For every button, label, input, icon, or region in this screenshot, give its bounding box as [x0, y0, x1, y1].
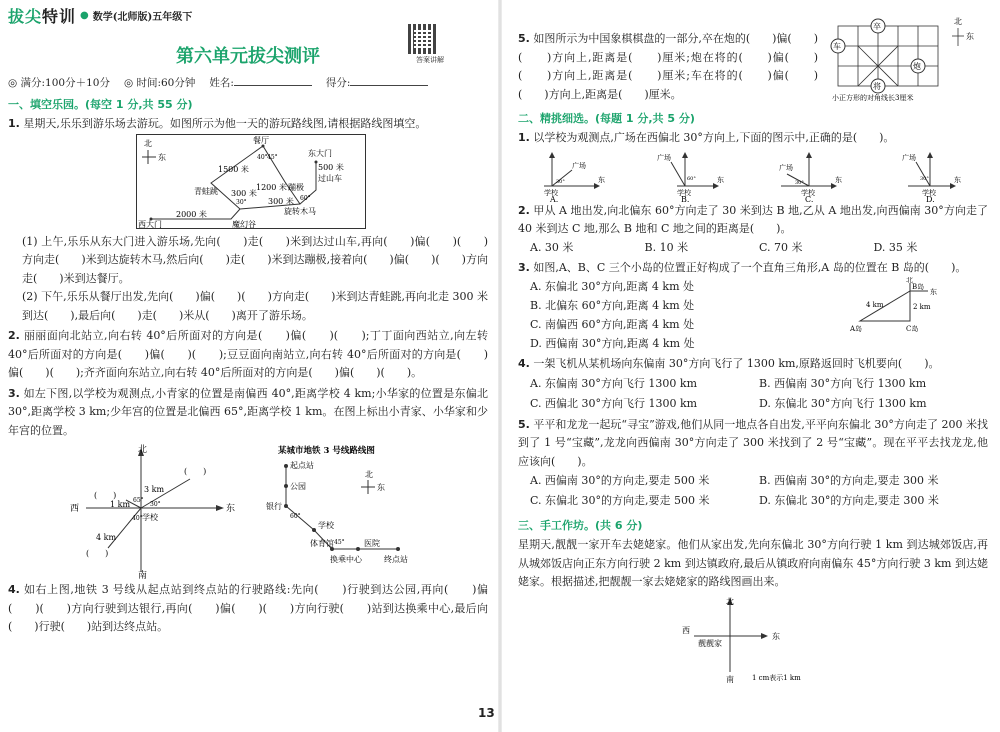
metro-map: [264, 444, 454, 579]
svg-text:30°: 30°: [919, 175, 929, 182]
svg-text:D.: D.: [925, 194, 935, 202]
svg-text:广场: 广场: [572, 161, 586, 170]
svg-text:东: 东: [226, 504, 236, 514]
svg-text:靓靓家: 靓靓家: [698, 638, 722, 648]
svg-text:A岛: A岛: [850, 325, 863, 333]
mc5-option-a[interactable]: A. 西偏南 30°的方向走,要走 500 米: [530, 474, 710, 487]
svg-text:北: 北: [954, 17, 962, 26]
svg-text:某城市地铁 3 号线路线图: 某城市地铁 3 号线路线图: [278, 446, 375, 456]
svg-text:东: 东: [953, 175, 961, 184]
svg-text:卒: 卒: [873, 22, 881, 31]
angle-60: 60°: [300, 194, 311, 202]
guoshanche-label: 过山车: [318, 173, 342, 183]
q3-figures: [8, 444, 488, 579]
svg-text:南: 南: [138, 571, 148, 579]
svg-text:北: 北: [726, 596, 734, 606]
mc2-option-c[interactable]: C. 70 米: [759, 240, 803, 254]
svg-text:终点站: 终点站: [384, 555, 408, 564]
mc4-options: [518, 374, 988, 414]
question-5: 5. 如图所示为中国象棋棋盘的一部分,卒在炮的( )偏( )( )方向上,距离是( )厘米;炮在将的( )偏( )( )方向上,距离是( )厘米;车在将的( )偏( )( )方向上,距离是( )厘米。: [518, 32, 819, 101]
svg-text:东: 东: [598, 175, 605, 184]
svg-text:广场: 广场: [901, 153, 916, 162]
mc4-option-c[interactable]: C. 西偏北 30°方向飞行 1300 km: [530, 396, 698, 410]
mc1-option-a[interactable]: [538, 150, 608, 202]
mc-question-3: 3. 如图,A、B、C 三个小岛的位置正好构成了一个直角三角形,A 岛的位置在 B 岛的( )。: [518, 260, 967, 274]
page-number: 13: [478, 706, 495, 720]
svg-text:西: 西: [70, 504, 80, 514]
series-label: 数学(北师版)五年级下: [92, 11, 193, 23]
park-route-map: [136, 134, 366, 229]
score-field[interactable]: 得分:: [326, 75, 429, 90]
mc3-option-a[interactable]: A. 东偏北 30°方向,距离 4 km 处: [530, 280, 695, 293]
svg-text:3 km: 3 km: [144, 485, 165, 494]
svg-text:东: 东: [930, 288, 937, 296]
svg-text:起点站: 起点站: [290, 461, 314, 470]
svg-text:学校: 学校: [544, 188, 558, 197]
svg-text:东: 东: [772, 631, 780, 641]
qingwatiao-label: 青蛙跳: [194, 186, 218, 196]
mc3-block: [518, 277, 988, 353]
mc4-option-a[interactable]: A. 东偏南 30°方向飞行 1300 km: [530, 376, 698, 390]
chess-board: [822, 12, 982, 102]
route-drawing-grid[interactable]: [680, 596, 840, 684]
svg-text:C.: C.: [805, 194, 814, 202]
distance-300b: 300 米: [268, 196, 294, 206]
mc5-option-c[interactable]: C. 东偏北 30°的方向走,要走 500 米: [530, 494, 710, 507]
angle-30: 30°: [236, 198, 247, 206]
angle-40: 40°: [257, 153, 268, 161]
qr-label: 答案讲解: [416, 56, 444, 64]
canting-label: 餐厅: [253, 135, 269, 145]
qr-code-icon[interactable]: [408, 24, 438, 54]
dongdamen-label: 东大门: [308, 148, 332, 158]
question-1: 1. 星期天,乐乐到游乐场去游玩。如图所示为他一天的游玩路线图,请根据路线图填空。: [8, 117, 427, 130]
mohuangu-label: 魔幻谷: [232, 219, 256, 229]
section-1-heading: 一、填空乐园。(每空 1 分,共 55 分): [8, 98, 193, 111]
metro-station: [284, 484, 288, 488]
svg-text:东: 东: [835, 175, 843, 184]
xidamen-label: 西大门: [138, 219, 162, 229]
unit-title: 第六单元拔尖测评: [176, 46, 320, 67]
svg-text:1 km: 1 km: [110, 500, 131, 509]
mc5-option-d[interactable]: D. 东偏北 30°的方向走,要走 300 米: [759, 494, 939, 507]
svg-text:30°: 30°: [795, 179, 805, 186]
exam-info: [8, 72, 488, 90]
svg-text:银行: 银行: [266, 502, 282, 511]
svg-text:( ): ( ): [184, 467, 207, 476]
angle-45: 45°: [267, 153, 278, 161]
svg-text:30°: 30°: [150, 501, 161, 508]
svg-text:车: 车: [833, 42, 841, 51]
svg-text:炮: 炮: [913, 62, 921, 71]
east-arrow-icon: [761, 633, 768, 639]
svg-text:将: 将: [873, 82, 881, 91]
xuanzhuan-label: 旋转木马: [284, 206, 316, 216]
north-label: 北: [144, 138, 152, 148]
east-arrow-icon: [216, 505, 224, 511]
svg-text:体育馆: 体育馆: [310, 539, 334, 548]
svg-text:南: 南: [726, 674, 734, 684]
svg-text:学校: 学校: [318, 521, 334, 530]
mc5-option-b[interactable]: B. 西偏南 30°的方向走,要走 300 米: [759, 474, 939, 487]
mc3-option-c[interactable]: C. 南偏西 60°方向,距离 4 km 处: [530, 318, 695, 331]
svg-text:学校: 学校: [921, 188, 936, 197]
svg-text:北: 北: [138, 445, 148, 455]
svg-text:4 km: 4 km: [866, 301, 884, 309]
right-page: [500, 0, 1000, 732]
svg-text:小正方形的对角线长3厘米: 小正方形的对角线长3厘米: [832, 94, 914, 102]
svg-text:C岛: C岛: [906, 325, 919, 333]
mc-question-1: 1. 以学校为观测点,广场在西偏北 30°方向上,下面的图示中,正确的是( )。: [518, 131, 895, 144]
east-label: 东: [158, 152, 166, 162]
svg-text:东: 东: [377, 483, 385, 492]
question-3: 3. 如左下图,以学校为观测点,小青家的位置是南偏西 40°,距离学校 4 km;小华家的位置是东偏北 30°,距离学校 3 km;少年宫的位置是北偏西 65°,距离学校 1 km。在图上标出小青家、小华家和少年宫的位置。: [8, 386, 489, 437]
bengji-label: 蹦极: [288, 182, 304, 192]
mc3-option-b[interactable]: B. 北偏东 60°方向,距离 4 km 处: [530, 299, 695, 312]
distance-2000: 2000 米: [176, 209, 207, 219]
svg-text:公园: 公园: [290, 482, 306, 491]
name-field[interactable]: 姓名:: [209, 75, 312, 90]
distance-1200: 1200 米: [256, 182, 287, 192]
svg-text:东: 东: [966, 32, 974, 41]
svg-text:60°: 60°: [686, 175, 696, 182]
svg-text:2 km: 2 km: [913, 303, 931, 311]
mc2-option-a[interactable]: A. 30 米: [530, 240, 574, 254]
metro-station: [396, 547, 400, 551]
question-1-part-2: (2) 下午,乐乐从餐厅出发,先向( )偏( )( )方向走( )米到达青蛙跳,再向北走 300 米到达( ),最后向( )走( )米从( )离开了游乐场。: [22, 290, 488, 322]
mc1-option-c[interactable]: [775, 150, 845, 202]
svg-text:( ): ( ): [94, 491, 117, 500]
svg-text:30°: 30°: [556, 178, 565, 185]
svg-text:40°: 40°: [132, 515, 143, 522]
question-4: 4. 如右上图,地铁 3 号线从起点站到终点站的行驶路线:先向( )行驶到达公园,再向( )偏( )( )方向行驶到达银行,再向( )偏( )( )方向行驶( )站到达换乘中心,最后向( )行驶( )站到达终点站。: [8, 583, 488, 633]
svg-text:( ): ( ): [86, 549, 109, 558]
question-2: 2. 丽丽面向北站立,向右转 40°后所面对的方向是( )偏( )( );丁丁面向西站立,向左转 40°后所面对的方向是( )偏( )( );豆豆面向南站立,向右转 40°后所面对的方向是( )偏( )( );齐齐面向东站立,向右转 40°后所面对的方向是( )偏( )( )。: [8, 329, 488, 379]
svg-text:西: 西: [682, 625, 690, 635]
svg-text:广场: 广场: [656, 153, 671, 162]
mc4-option-b[interactable]: B. 西偏南 30°方向飞行 1300 km: [759, 376, 927, 390]
svg-text:医院: 医院: [364, 539, 380, 548]
distance-300a: 300 米: [231, 188, 257, 198]
mc-question-5: 5. 平平和龙龙一起玩“寻宝”游戏,他们从同一地点各自出发,平平向东偏北 30°方向走了 200 米找到了 1 号“宝藏”,龙龙向西偏南 30°方向走了 300 米找到了 2 号“宝藏”。现在平平去找龙龙,他应该向( )。: [518, 417, 988, 468]
svg-text:北: 北: [365, 470, 373, 479]
mc-question-2: 2. 甲从 A 地出发,向北偏东 60°方向走了 30 米到达 B 地,乙从 A 地出发,向西偏南 30°方向走了 40 米到达 C 地,那么 B 地和 C 地之间的距离是( )。: [518, 203, 988, 235]
mc5-options: [518, 471, 988, 511]
svg-text:北: 北: [906, 277, 913, 284]
svg-text:学校: 学校: [676, 188, 691, 197]
bullet-icon: ●: [80, 9, 89, 21]
mc1-option-d[interactable]: [894, 150, 964, 202]
mc2-option-d[interactable]: D. 35 米: [873, 240, 918, 254]
question-1-part-1: (1) 上午,乐乐从东大门进入游乐场,先向( )走( )米到达过山车,再向( )偏( )( )方向走( )米到达旋转木马,然后向( )走( )米到达蹦极,接着向( )偏( )( )方向走( )米到达餐厅。: [22, 234, 488, 285]
full-score: ◎ 满分:100分＋10分: [8, 77, 110, 89]
mc-question-4: 4. 一架飞机从某机场向东偏南 30°方向飞行了 1300 km,原路返回时飞机要向( )。: [518, 357, 940, 370]
metro-station: [284, 504, 288, 508]
svg-text:东: 东: [716, 175, 724, 184]
mc3-options: [518, 277, 848, 353]
metro-station: [312, 528, 316, 532]
q5-block: [518, 17, 988, 104]
mc2-option-b[interactable]: B. 10 米: [644, 240, 689, 254]
compass-diagram: [66, 444, 236, 579]
exam-time: ◎ 时间:60分钟: [123, 77, 196, 89]
mc1-option-b[interactable]: [657, 150, 727, 202]
mc1-options: [518, 148, 988, 202]
svg-text:1 cm表示1 km: 1 cm表示1 km: [752, 673, 801, 682]
metro-station: [284, 464, 288, 468]
brand-logo: 拔尖特训: [8, 6, 77, 26]
svg-text:广场: 广场: [779, 163, 794, 172]
distance-500: 500 米: [318, 162, 344, 172]
mc2-options: [518, 239, 988, 257]
metro-station: [356, 547, 360, 551]
mc4-option-d[interactable]: D. 东偏北 30°方向飞行 1300 km: [759, 396, 927, 410]
distance-1500: 1500 米: [218, 164, 249, 174]
svg-text:4 km: 4 km: [96, 533, 117, 542]
svg-text:65°: 65°: [133, 497, 144, 504]
section-3-heading: 三、手工作坊。(共 6 分): [518, 519, 643, 532]
svg-text:60°: 60°: [290, 513, 301, 520]
section-2-heading: 二、精挑细选。(每题 1 分,共 5 分): [518, 112, 695, 125]
title-row: [8, 26, 488, 66]
svg-text:B岛: B岛: [912, 283, 925, 291]
svg-text:45°: 45°: [334, 539, 345, 546]
page-header: [8, 4, 488, 26]
svg-text:换乘中心: 换乘中心: [330, 555, 362, 564]
svg-text:A.: A.: [550, 194, 559, 202]
handcraft-question: 星期天,靓靓一家开车去姥姥家。他们从家出发,先向东偏北 30°方向行驶 1 km 到达城郊饭店,再从城郊饭店向正东方向行驶 2 km 到达镇政府,最后从镇政府向南偏东 45°方向行驶 3 km 到达姥姥家。根据描述,把靓靓一家去姥姥家的路线图画出来。: [518, 538, 988, 588]
svg-text:B.: B.: [680, 194, 690, 202]
svg-text:学校: 学校: [142, 513, 158, 522]
mc3-option-d[interactable]: D. 西偏南 30°方向,距离 4 km 处: [530, 337, 695, 350]
island-triangle: [848, 277, 958, 337]
svg-text:学校: 学校: [801, 188, 816, 197]
